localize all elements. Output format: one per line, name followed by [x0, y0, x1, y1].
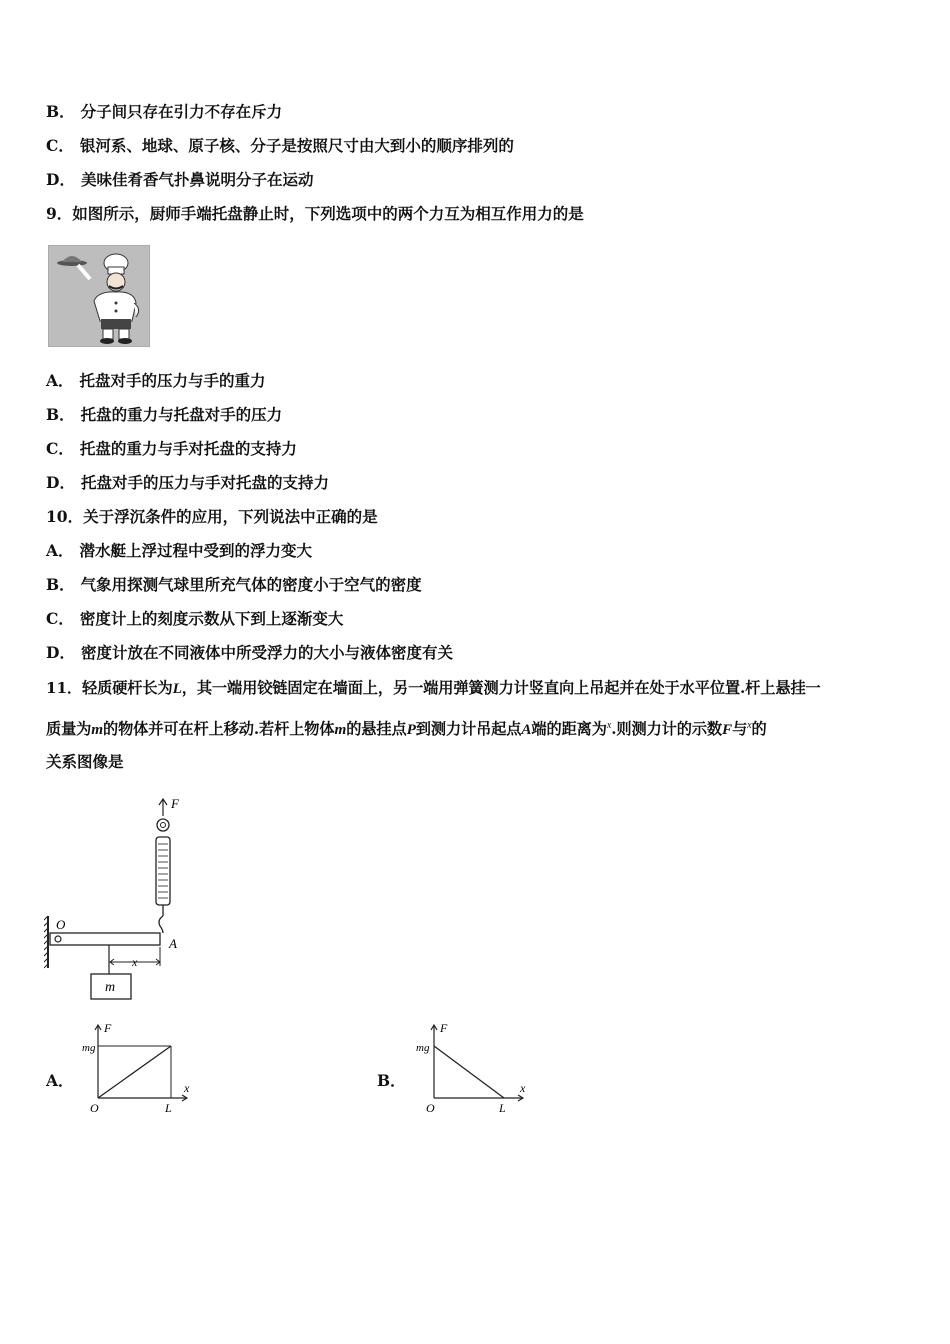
q8-option-d: D． 美味佳肴香气扑鼻说明分子在运动 — [46, 170, 314, 189]
label-O: O — [56, 917, 66, 932]
q9-option-c: C． 托盘的重力与手对托盘的支持力 — [46, 439, 297, 458]
q10-option-c: C． 密度计上的刻度示数从下到上逐渐变大 — [46, 609, 344, 628]
q9-stem: 9．如图所示，厨师手端托盘静止时，下列选项中的两个力互为相互作用力的是 — [46, 204, 584, 223]
q11-stem-line2: 质量为m的物体并可在杆上移动.若杆上物体m的悬挂点P到测力计吊起点A端的距离为$^x$.则测力计的示数F与$^x$的 — [46, 720, 767, 738]
graph-a-F-label: F — [104, 1021, 112, 1035]
label-A: A — [169, 936, 177, 951]
graph-b-L-label: L — [499, 1101, 506, 1115]
q10-option-a: A． 潜水艇上浮过程中受到的浮力变大 — [46, 541, 313, 560]
graph-option-b-label: B． — [377, 1071, 406, 1090]
graph-option-a — [82, 1020, 202, 1122]
q11-stem-line1: 11．轻质硬杆长为L，其一端用铰链固定在墙面上，另一端用弹簧测力计竖直向上吊起并在处于水平位置.杆上悬挂一 — [46, 679, 821, 697]
label-m: m — [105, 980, 116, 995]
label-F: F — [171, 796, 179, 811]
q11-stem-line3: 关系图像是 — [46, 752, 124, 771]
graph-a-L-label: L — [165, 1101, 172, 1115]
graph-b-F-label: F — [440, 1021, 448, 1035]
graph-b-x-label: x — [520, 1081, 526, 1095]
q9-option-b: B． 托盘的重力与托盘对手的压力 — [46, 405, 283, 424]
q9-option-d: D． 托盘对手的压力与手对托盘的支持力 — [46, 473, 329, 492]
q10-option-d: D． 密度计放在不同液体中所受浮力的大小与液体密度有关 — [46, 643, 453, 662]
q8-option-b: B． 分子间只存在引力不存在斥力 — [46, 102, 283, 121]
graph-a-x-label: x — [184, 1081, 190, 1095]
graph-a-O-label: O — [90, 1101, 99, 1115]
graph-option-b — [414, 1020, 534, 1122]
q10-option-b: B． 气象用探测气球里所充气体的密度小于空气的密度 — [46, 575, 422, 594]
label-x: x — [132, 955, 138, 969]
graph-a-mg-label: mg — [82, 1042, 96, 1054]
lever-figure — [44, 792, 204, 1004]
graph-option-a-label: A． — [46, 1071, 74, 1090]
chef-figure — [48, 245, 150, 347]
q9-option-a: A． 托盘对手的压力与手的重力 — [46, 371, 266, 390]
chef-illustration — [48, 245, 150, 347]
graph-b-mg-label: mg — [416, 1042, 430, 1054]
graph-b-O-label: O — [426, 1101, 435, 1115]
q8-option-c: C． 银河系、地球、原子核、分子是按照尺寸由大到小的顺序排列的 — [46, 136, 514, 155]
q10-stem: 10．关于浮沉条件的应用，下列说法中正确的是 — [46, 507, 378, 526]
